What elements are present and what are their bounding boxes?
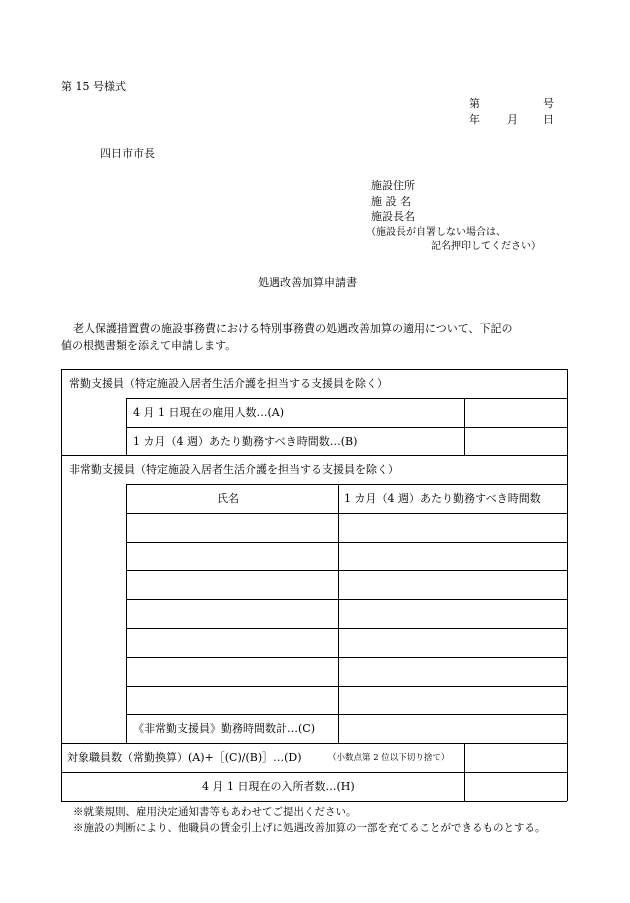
doc-no-label-right: 号 (543, 97, 554, 110)
form-number: 第 15 号様式 (61, 80, 126, 93)
address-label: 施設住所 (371, 179, 415, 192)
facility-name-label: 施 設 名 (371, 195, 411, 208)
doc-no-label-left: 第 (469, 97, 480, 110)
fulltime-row-a-label: 4 月 1 日現在の雇用人数…(A) (133, 406, 285, 419)
body-line-1: 老人保護措置費の施設事務費における特別事務費の処遇改善加算の適用について、下記の (73, 322, 513, 335)
col-hours-header: 1 カ月（4 週）あたり勤務すべき時間数 (344, 492, 541, 505)
document-title: 処遇改善加算申請書 (258, 276, 357, 289)
parttime-total-label: 《非常勤支援員》勤務時間数計…(C) (133, 722, 315, 735)
fulltime-row-a-input[interactable] (465, 399, 566, 426)
residents-label: 4 月 1 日現在の入所者数…(H) (202, 780, 355, 793)
date-month: 月 (507, 113, 518, 126)
parttime-total-input[interactable] (339, 715, 566, 742)
facility-head-label: 施設長名 (371, 210, 415, 223)
note-2: ※施設の判断により、他職員の賃金引上げに処遇改善加算の一部を充てることができるものとする。 (73, 822, 546, 834)
body-line-2: 値の根拠書類を添えて申請します。 (61, 339, 237, 352)
date-year: 年 (469, 113, 480, 126)
signature-note-2: 記名押印してください） (431, 241, 541, 252)
note-1: ※就業規則、雇用決定通知書等もあわせてご提出ください。 (73, 806, 357, 818)
fulltime-row-b-label: 1 カ月（4 週）あたり勤務すべき時間数…(B) (133, 435, 358, 448)
date-day: 日 (543, 113, 554, 126)
parttime-header: 非常勤支援員（特定施設入居者生活介護を担当する支援員を除く） (69, 463, 399, 476)
addressee: 四日市市長 (100, 147, 155, 160)
residents-input[interactable] (465, 773, 566, 800)
signature-note-1: （施設長が自署しない場合は、 (366, 227, 506, 238)
col-name-header: 氏名 (217, 492, 239, 505)
target-staff-label: 対象職員数（常勤換算）(A)+［(C)/(B)］…(D) (67, 751, 302, 764)
fulltime-header: 常勤支援員（特定施設入居者生活介護を担当する支援員を除く） (69, 377, 388, 390)
fulltime-row-b-input[interactable] (465, 428, 566, 454)
target-staff-note: （小数点第 2 位以下切り捨て） (328, 753, 450, 763)
target-staff-input[interactable] (465, 744, 566, 771)
